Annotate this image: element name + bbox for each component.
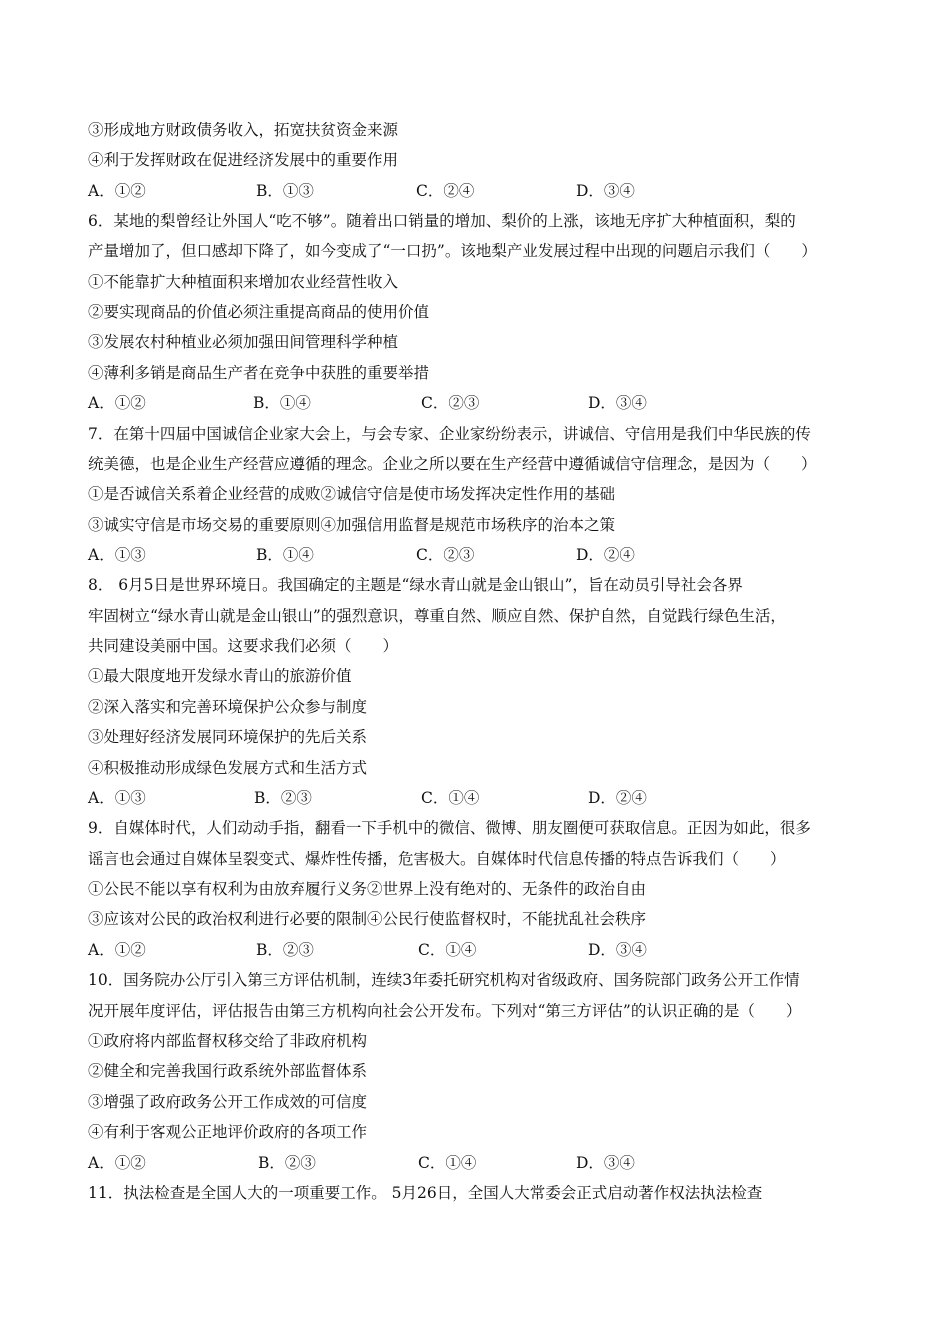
q10-option-b[interactable]: B．②③: [258, 1154, 316, 1172]
q10-options: [88, 1152, 788, 1174]
q5-option-b[interactable]: B．①③: [256, 182, 314, 200]
q9-option-a[interactable]: A．①②: [88, 941, 146, 959]
q10-statement-1: ①政府将内部监督权移交给了非政府机构: [88, 1032, 368, 1050]
q8-statement-2: ②深入落实和完善环境保护公众参与制度: [88, 698, 368, 716]
q5-options: [88, 180, 788, 202]
q6-option-c[interactable]: C．②③: [421, 394, 480, 412]
q6-stem-line-2: 产量增加了，但口感却下降了，如今变成了“一口扔”。该地梨产业发展过程中出现的问题启示我们（ ）: [88, 242, 817, 260]
q5-statement-3: ③形成地方财政债务收入，拓宽扶贫资金来源: [88, 121, 399, 139]
q10-option-c[interactable]: C．①④: [418, 1154, 477, 1172]
q9-option-b[interactable]: B．②③: [256, 941, 314, 959]
q7-statements-3-4: ③诚实守信是市场交易的重要原则④加强信用监督是规范市场秩序的治本之策: [88, 516, 616, 534]
q9-stem-line-1: 9．自媒体时代，人们动动手指，翻看一下手机中的微信、微博、朋友圈便可获取信息。正因为如此，很多: [88, 819, 811, 837]
q9-statements-1-2: ①公民不能以享有权利为由放弃履行义务②世界上没有绝对的、无条件的政治自由: [88, 880, 647, 898]
q6-option-b[interactable]: B．①④: [253, 394, 311, 412]
q5-statement-4: ④利于发挥财政在促进经济发展中的重要作用: [88, 151, 399, 169]
q8-option-d[interactable]: D．②④: [588, 789, 647, 807]
q6-statement-1: ①不能靠扩大种植面积来增加农业经营性收入: [88, 273, 399, 291]
q8-statement-4: ④积极推动形成绿色发展方式和生活方式: [88, 759, 368, 777]
q7-option-b[interactable]: B．①④: [256, 546, 314, 564]
q11-stem-line-1: 11．执法检查是全国人大的一项重要工作。 5月26日，全国人大常委会正式启动著作权法执法检查: [88, 1184, 763, 1202]
q7-option-a[interactable]: A．①③: [88, 546, 146, 564]
q8-option-a[interactable]: A．①③: [88, 789, 146, 807]
q8-statement-3: ③处理好经济发展同环境保护的先后关系: [88, 728, 368, 746]
q7-stem-line-1: 7．在第十四届中国诚信企业家大会上，与会专家、企业家纷纷表示，讲诚信、守信用是我们中华民族的传: [88, 425, 811, 443]
q10-statement-2: ②健全和完善我国行政系统外部监督体系: [88, 1062, 368, 1080]
q6-statement-4: ④薄利多销是商品生产者在竞争中获胜的重要举措: [88, 364, 430, 382]
q7-option-c[interactable]: C．②③: [416, 546, 475, 564]
q10-stem-line-1: 10．国务院办公厅引入第三方评估机制，连续3年委托研究机构对省级政府、国务院部门政务公开工作情: [88, 971, 800, 989]
q7-stem-line-2: 统美德，也是企业生产经营应遵循的理念。企业之所以要在生产经营中遵循诚信守信理念，是因为（ ）: [88, 455, 817, 473]
q9-statements-3-4: ③应该对公民的政治权利进行必要的限制④公民行使监督权时，不能扰乱社会秩序: [88, 910, 647, 928]
q10-statement-4: ④有利于客观公正地评价政府的各项工作: [88, 1123, 368, 1141]
q10-option-d[interactable]: D．③④: [576, 1154, 635, 1172]
q8-stem-line-1: 8． 6月5日是世界环境日。我国确定的主题是“绿水青山就是金山银山”，旨在动员引导社会各界: [88, 576, 743, 594]
q10-stem-line-2: 况开展年度评估，评估报告由第三方机构向社会公开发布。下列对“第三方评估”的认识正确的是（ ）: [88, 1002, 802, 1020]
q8-options: [88, 787, 788, 809]
q8-statement-1: ①最大限度地开发绿水青山的旅游价值: [88, 667, 352, 685]
q7-option-d[interactable]: D．②④: [576, 546, 635, 564]
q8-stem-line-3: 共同建设美丽中国。这要求我们必须（ ）: [88, 637, 399, 655]
q7-options: [88, 544, 788, 566]
q9-option-d[interactable]: D．③④: [588, 941, 647, 959]
q6-stem-line-1: 6．某地的梨曾经让外国人“吃不够”。随着出口销量的增加、梨价的上涨，该地无序扩大种植面积，梨的: [88, 212, 796, 230]
q6-statement-2: ②要实现商品的价值必须注重提高商品的使用价值: [88, 303, 430, 321]
q10-option-a[interactable]: A．①②: [88, 1154, 146, 1172]
q6-option-a[interactable]: A．①②: [88, 394, 146, 412]
q6-option-d[interactable]: D．③④: [588, 394, 647, 412]
q9-options: [88, 939, 788, 961]
q9-option-c[interactable]: C．①④: [418, 941, 477, 959]
q8-option-c[interactable]: C．①④: [421, 789, 480, 807]
q10-statement-3: ③增强了政府政务公开工作成效的可信度: [88, 1093, 368, 1111]
q6-options: [88, 392, 788, 414]
q7-statements-1-2: ①是否诚信关系着企业经营的成败②诚信守信是使市场发挥决定性作用的基础: [88, 485, 616, 503]
q5-option-c[interactable]: C．②④: [416, 182, 475, 200]
q5-option-d[interactable]: D．③④: [576, 182, 635, 200]
q8-option-b[interactable]: B．②③: [254, 789, 312, 807]
q8-stem-line-2: 牢固树立“绿水青山就是金山银山”的强烈意识，尊重自然、顺应自然、保护自然，自觉践行绿色生活，: [88, 607, 786, 625]
q9-stem-line-2: 谣言也会通过自媒体呈裂变式、爆炸性传播，危害极大。自媒体时代信息传播的特点告诉我们（ ）: [88, 850, 786, 868]
q6-statement-3: ③发展农村种植业必须加强田间管理科学种植: [88, 333, 399, 351]
q5-option-a[interactable]: A．①②: [88, 182, 146, 200]
